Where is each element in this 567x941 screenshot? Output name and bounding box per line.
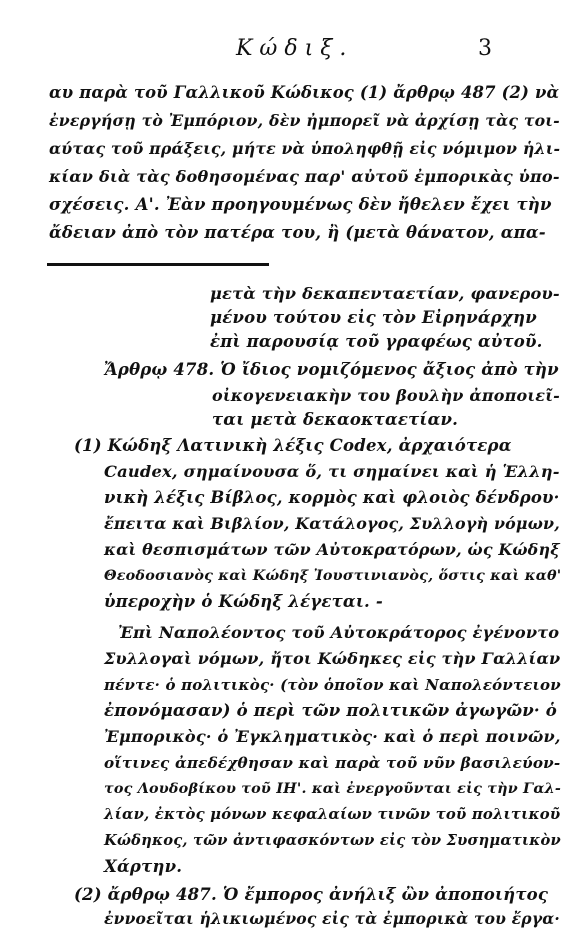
footnote-line: ἔπειτα καὶ Βιβλίον, Κατάλογος, Συλλογὴ νόμων, <box>104 514 560 533</box>
page-number: 3 <box>478 36 492 61</box>
footnote-line: Caudex, σημαίνουσα ὅ, τι σημαίνει καὶ ἡ Ἑλλη- <box>104 462 560 481</box>
footnote-line: ἐννοεῖται ἡλικιωμένος εἰς τὰ ἐμπορικὰ του ἔργα· <box>104 909 560 928</box>
footnote-line: νικὴ λέξις Βίβλος, κορμὸς καὶ φλοιὸς δένδρου· <box>104 488 560 507</box>
footnote-line: πέντε· ὁ πολιτικὸς· (τὸν ὁποῖον καὶ Ναπολεόντειον <box>104 676 561 694</box>
text-line: αύτας τοῦ πράξεις, μήτε νὰ ὑποληφθῇ εἰς νόμιμον ἡλι- <box>49 139 561 158</box>
article-478-line: οἰκογενειακὴν του βουλὴν ἀποποιεῖ- <box>212 386 560 405</box>
footnote-line: ὑπεροχὴν ὁ Κώδηξ λέγεται. - <box>104 592 383 611</box>
footnote-line: τος Λουδοβίκου τοῦ ΙΗ'. καὶ ἐνεργοῦνται εἰς τὴν Γαλ- <box>104 781 562 797</box>
text-line: ἐπὶ παρουσίᾳ τοῦ γραφέως αὐτοῦ. <box>210 332 543 351</box>
text-line: αυ παρὰ τοῦ Γαλλικοῦ Κώδικος (1) ἄρθρῳ 487 (2) νὰ <box>49 83 560 102</box>
page-header <box>0 36 567 70</box>
article-478-line: Ἄρθρῳ 478. Ὁ ἴδιος νομιζόμενος ἄξιος ἀπὸ τὴν <box>104 360 559 379</box>
text-line: σχέσεις. Α'. Ἐὰν προηγουμένως δὲν ἤθελεν ἔχει τὴν <box>49 195 552 214</box>
running-title: Κώδιξ. <box>236 36 354 61</box>
footnote-line: οἵτινες ἀπεδέχθησαν καὶ παρὰ τοῦ νῦν βασιλεύον- <box>104 754 561 772</box>
text-line: μετὰ τὴν δεκαπενταετίαν, φανερου- <box>210 284 560 303</box>
text-line: μένου τούτου εἰς τὸν Εἰρηνάρχην <box>210 308 537 327</box>
footnote-line: Ἐμπορικὸς· ὁ Ἐγκληματικὸς· καὶ ὁ περὶ ποινῶν, <box>104 727 561 746</box>
footnote-line: Θεοδοσιανὸς καὶ Κώδηξ Ἰουστινιανὸς, ὅστις καὶ καθ' <box>104 568 562 584</box>
footnote-line: Χάρτην. <box>104 857 183 876</box>
text-line: ἄδειαν ἀπὸ τὸν πατέρα του, ἢ (μετὰ θάνατον, απα- <box>49 223 546 242</box>
footnote-rule <box>47 263 269 266</box>
text-line: κίαν διὰ τὰς δοθησομένας παρ' αὐτοῦ ἐμπορικὰς ὑπο- <box>49 167 560 186</box>
footnote-line: Κώδηκος, τῶν ἀντιφασκόντων εἰς τὸν Συσηματικὸν <box>104 832 561 849</box>
article-478-line: ται μετὰ δεκαοκταετίαν. <box>212 410 459 429</box>
footnote-line: (2) ἄρθρῳ 487. Ὁ ἔμπορος ἀνήλιξ ὢν ἀποποιήτος <box>74 885 549 904</box>
footnote-line: (1) Κώδηξ Λατινικὴ λέξις Codex, ἀρχαιότερα <box>74 436 512 455</box>
footnote-line: ἐπονόμασαν) ὁ περὶ τῶν πολιτικῶν ἀγωγῶν· ὁ <box>104 701 558 720</box>
footnote-line: Συλλογαὶ νόμων, ἤτοι Κώδηκες εἰς τὴν Γαλλίαν <box>104 649 561 668</box>
text-line: ἐνεργήσῃ τὸ Ἐμπόριον, δὲν ἠμπορεῖ νὰ ἀρχίσῃ τὰς τοι- <box>49 111 560 130</box>
footnote-line: λίαν, ἐκτὸς μόνων κεφαλαίων τινῶν τοῦ πολιτικοῦ <box>104 806 561 823</box>
footnote-line: καὶ θεσπισμάτων τῶν Αὐτοκρατόρων, ὡς Κώδηξ <box>104 540 560 559</box>
footnote-line: Ἐπὶ Ναπολέοντος τοῦ Αὐτοκράτορος ἐγένοντο <box>118 623 560 642</box>
